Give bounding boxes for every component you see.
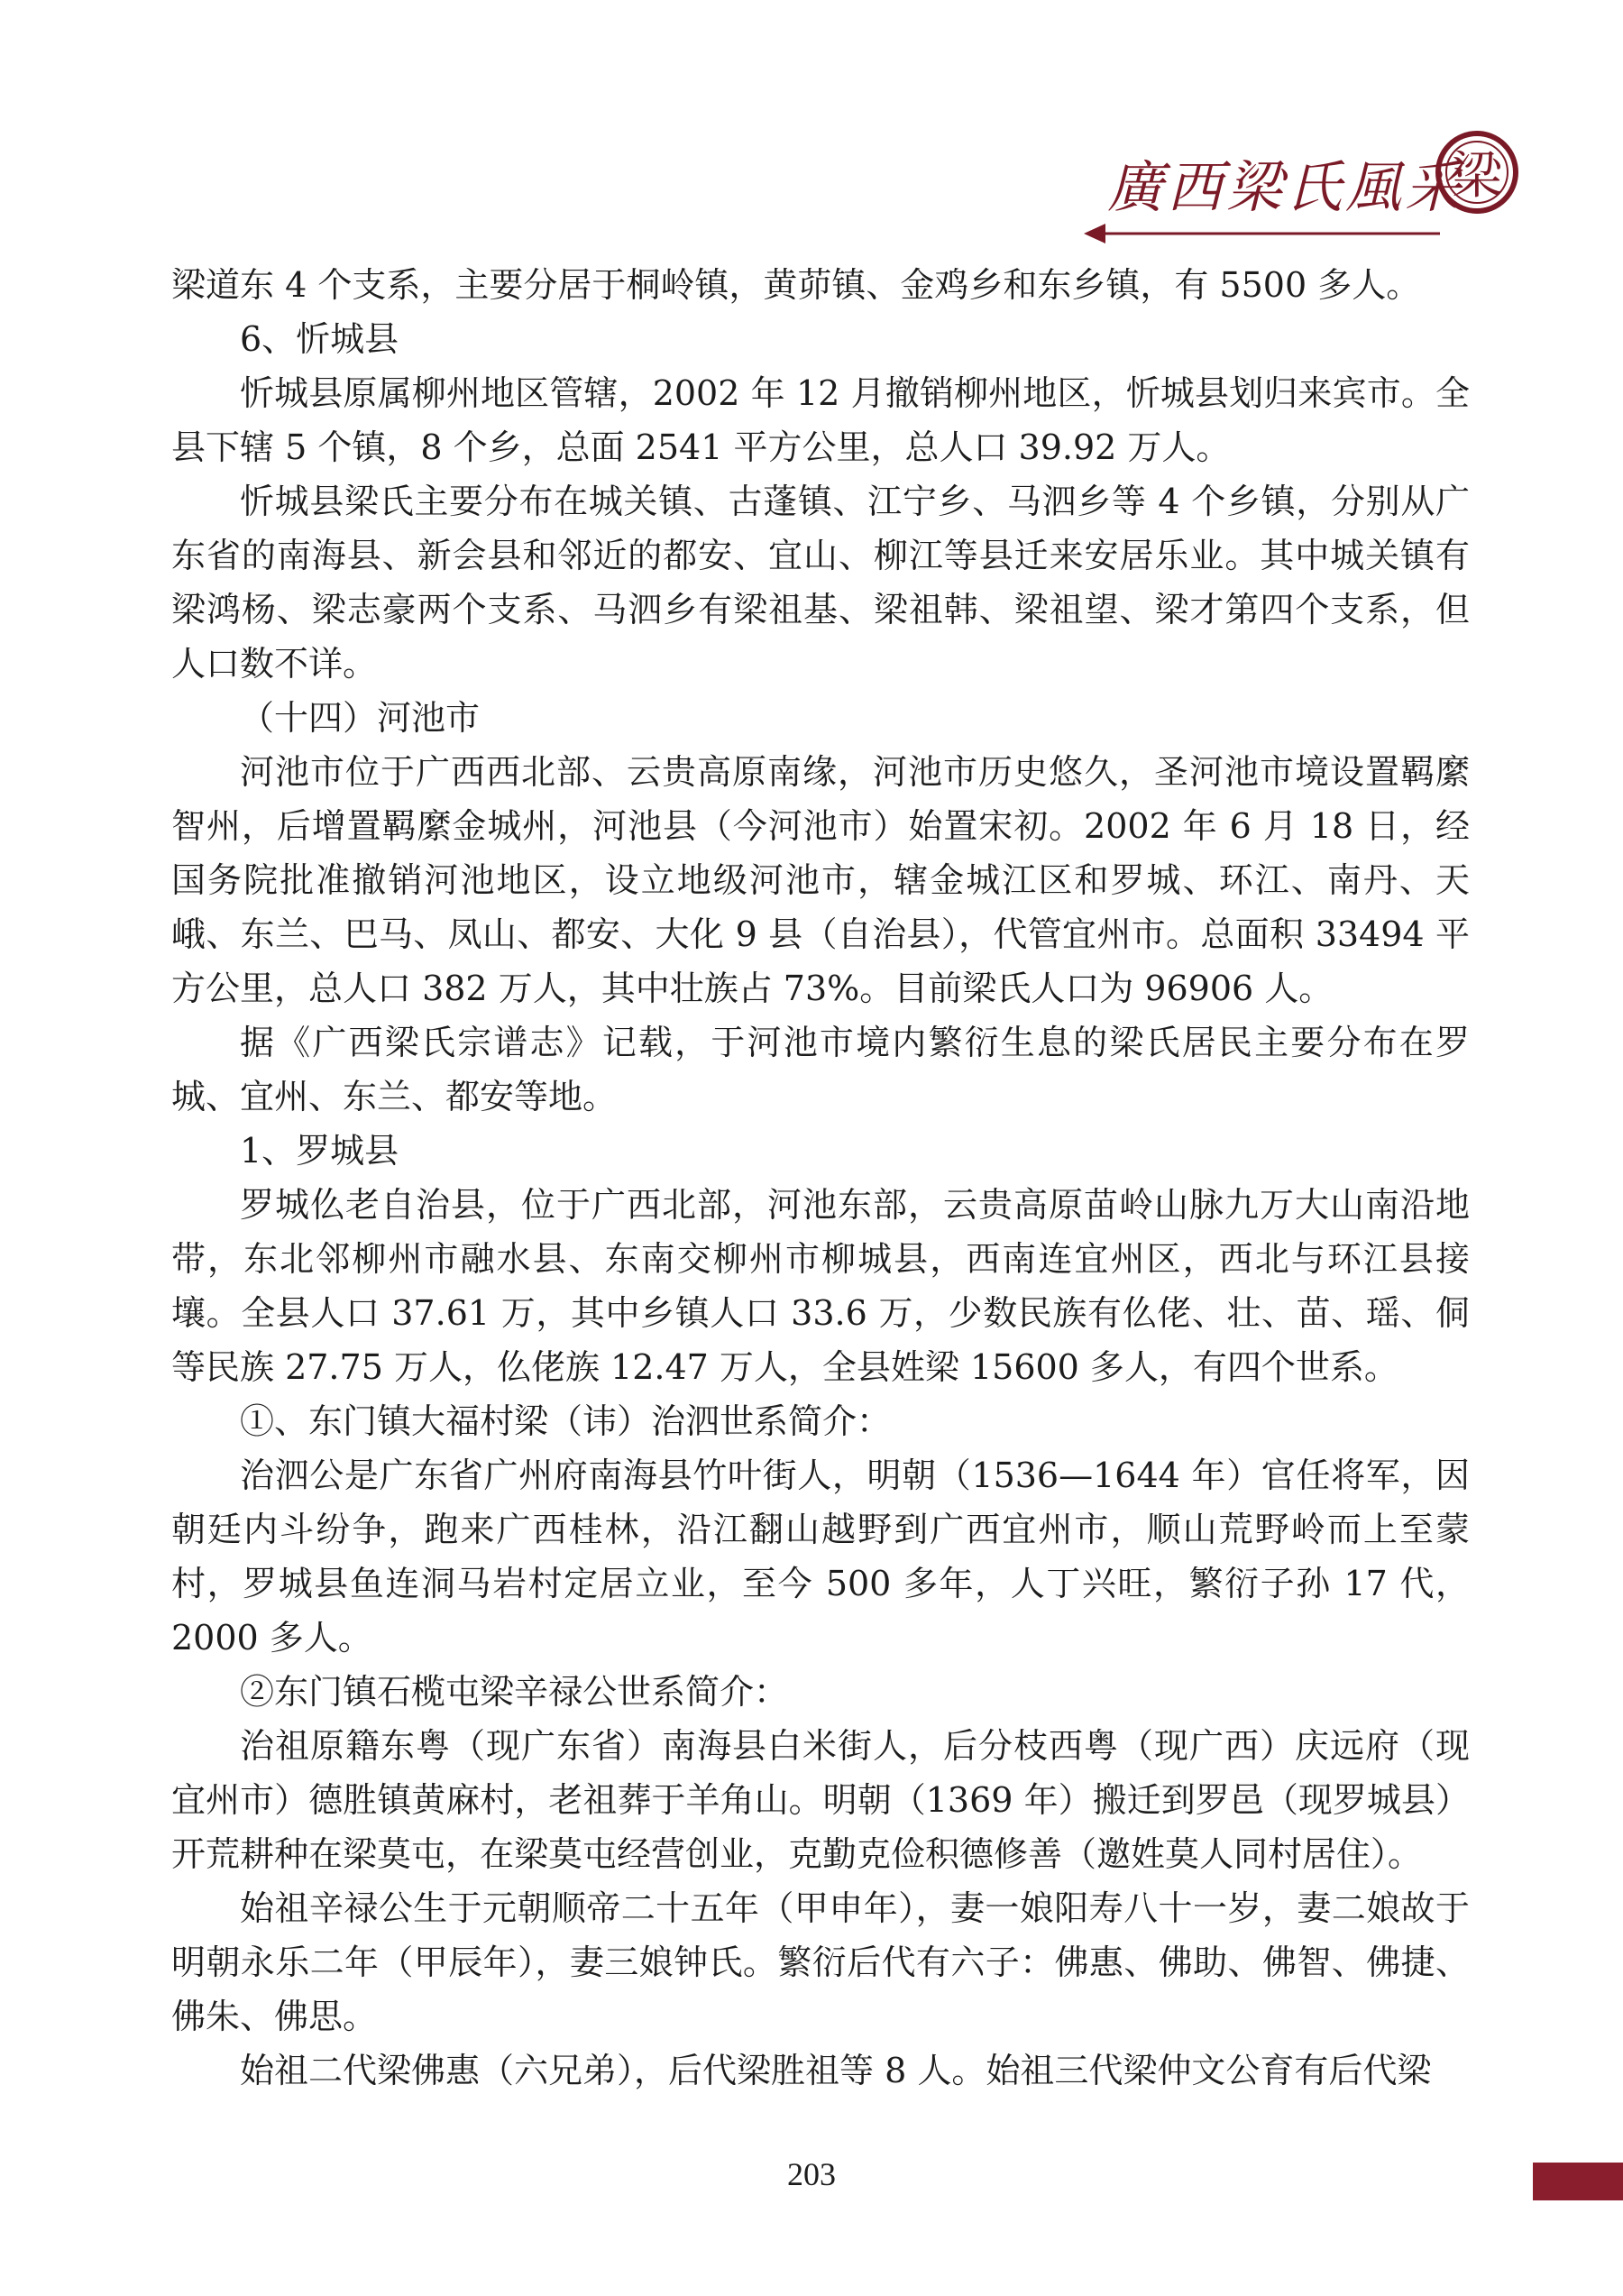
paragraph: 治泗公是广东省广州府南海县竹叶街人，明朝（1536—1644 年）官任将军，因朝廷内斗纷争，跑来广西桂林，沿江翻山越野到广西宜州市，顺山荒野岭而上至蒙村，罗城县鱼连洞马岩村定居立业，至今 500 多年，人丁兴旺，繁衍子孙 17 代，2000 多人。	[171, 1456, 1470, 1658]
paragraph: ①、东门镇大福村梁（讳）治泗世系简介：	[240, 1401, 892, 1441]
paragraph: 河池市位于广西西北部、云贵高原南缘，河池市历史悠久，圣河池市境设置羁縻智州，后增置羁縻金城州，河池县（今河池市）始置宋初。2002 年 6 月 18 日，经国务院批准撤销河池地区，设立地级河池市，辖金城江区和罗城、环江、南丹、天峨、东兰、巴马、凤山、都安、大化 9 县（自治县），代管宜州市。总面积 33494 平方公里，总人口 382 万人，其中壮族占 73%。目前梁氏人口为 96906 人。	[171, 752, 1470, 1008]
paragraph: 忻城县梁氏主要分布在城关镇、古蓬镇、江宁乡、马泗乡等 4 个乡镇，分别从广东省的南海县、新会县和邻近的都安、宜山、柳江等县迁来安居乐业。其中城关镇有梁鸿杨、梁志豪两个支系、马泗乡有梁祖基、梁祖韩、梁祖望、梁才第四个支系，但人口数不详。	[171, 482, 1470, 684]
arrow-icon	[1084, 224, 1440, 243]
paragraph: 据《广西梁氏宗谱志》记载，于河池市境内繁衍生息的梁氏居民主要分布在罗城、宜州、东兰、都安等地。	[171, 1023, 1470, 1116]
paragraph: 忻城县原属柳州地区管辖，2002 年 12 月撤销柳州地区，忻城县划归来宾市。全县下辖 5 个镇，8 个乡，总面 2541 平方公里，总人口 39.92 万人。	[171, 373, 1470, 467]
edge-tab	[1533, 2163, 1623, 2200]
paragraph: 始祖二代梁佛惠（六兄弟），后代梁胜祖等 8 人。始祖三代梁仲文公育有后代梁	[240, 2051, 1432, 2090]
seal-icon: 梁	[1435, 131, 1518, 214]
paragraph: 罗城仫老自治县，位于广西北部，河池东部，云贵高原苗岭山脉九万大山南沿地带，东北邻柳州市融水县、东南交柳州市柳城县，西南连宜州区，西北与环江县接壤。全县人口 37.61 万，其中乡镇人口 33.6 万，少数民族有仫佬、壮、苗、瑶、侗等民族 27.75 万人，仫佬族 12.47 万人，全县姓梁 15600 多人，有四个世系。	[171, 1185, 1470, 1387]
paragraph: 始祖辛禄公生于元朝顺帝二十五年（甲申年），妻一娘阳寿八十一岁，妻二娘故于明朝永乐二年（甲辰年），妻三娘钟氏。繁衍后代有六子：佛惠、佛助、佛智、佛捷、佛朱、佛思。	[171, 1888, 1470, 2036]
page-number: 203	[787, 2156, 836, 2192]
paragraph: 治祖原籍东粤（现广东省）南海县白米街人，后分枝西粤（现广西）庆远府（现宜州市）德胜镇黄麻村，老祖葬于羊角山。明朝（1369 年）搬迁到罗邑（现罗城县）开荒耕种在梁莫屯，在梁莫屯经营创业，克勤克俭积德修善（邀姓莫人同村居住）。	[171, 1726, 1470, 1874]
header-banner	[1082, 126, 1551, 243]
paragraph: 6、忻城县	[240, 319, 399, 359]
body-text	[171, 258, 1470, 2098]
paragraph: （十四）河池市	[240, 698, 481, 738]
paragraph: 梁道东 4 个支系，主要分居于桐岭镇，黄茆镇、金鸡乡和东乡镇，有 5500 多人。	[171, 265, 1421, 305]
header-title: 廣西梁氏風采	[1107, 154, 1465, 220]
paragraph: 1、罗城县	[240, 1131, 399, 1171]
paragraph: ②东门镇石榄屯梁辛禄公世系简介：	[240, 1672, 789, 1712]
